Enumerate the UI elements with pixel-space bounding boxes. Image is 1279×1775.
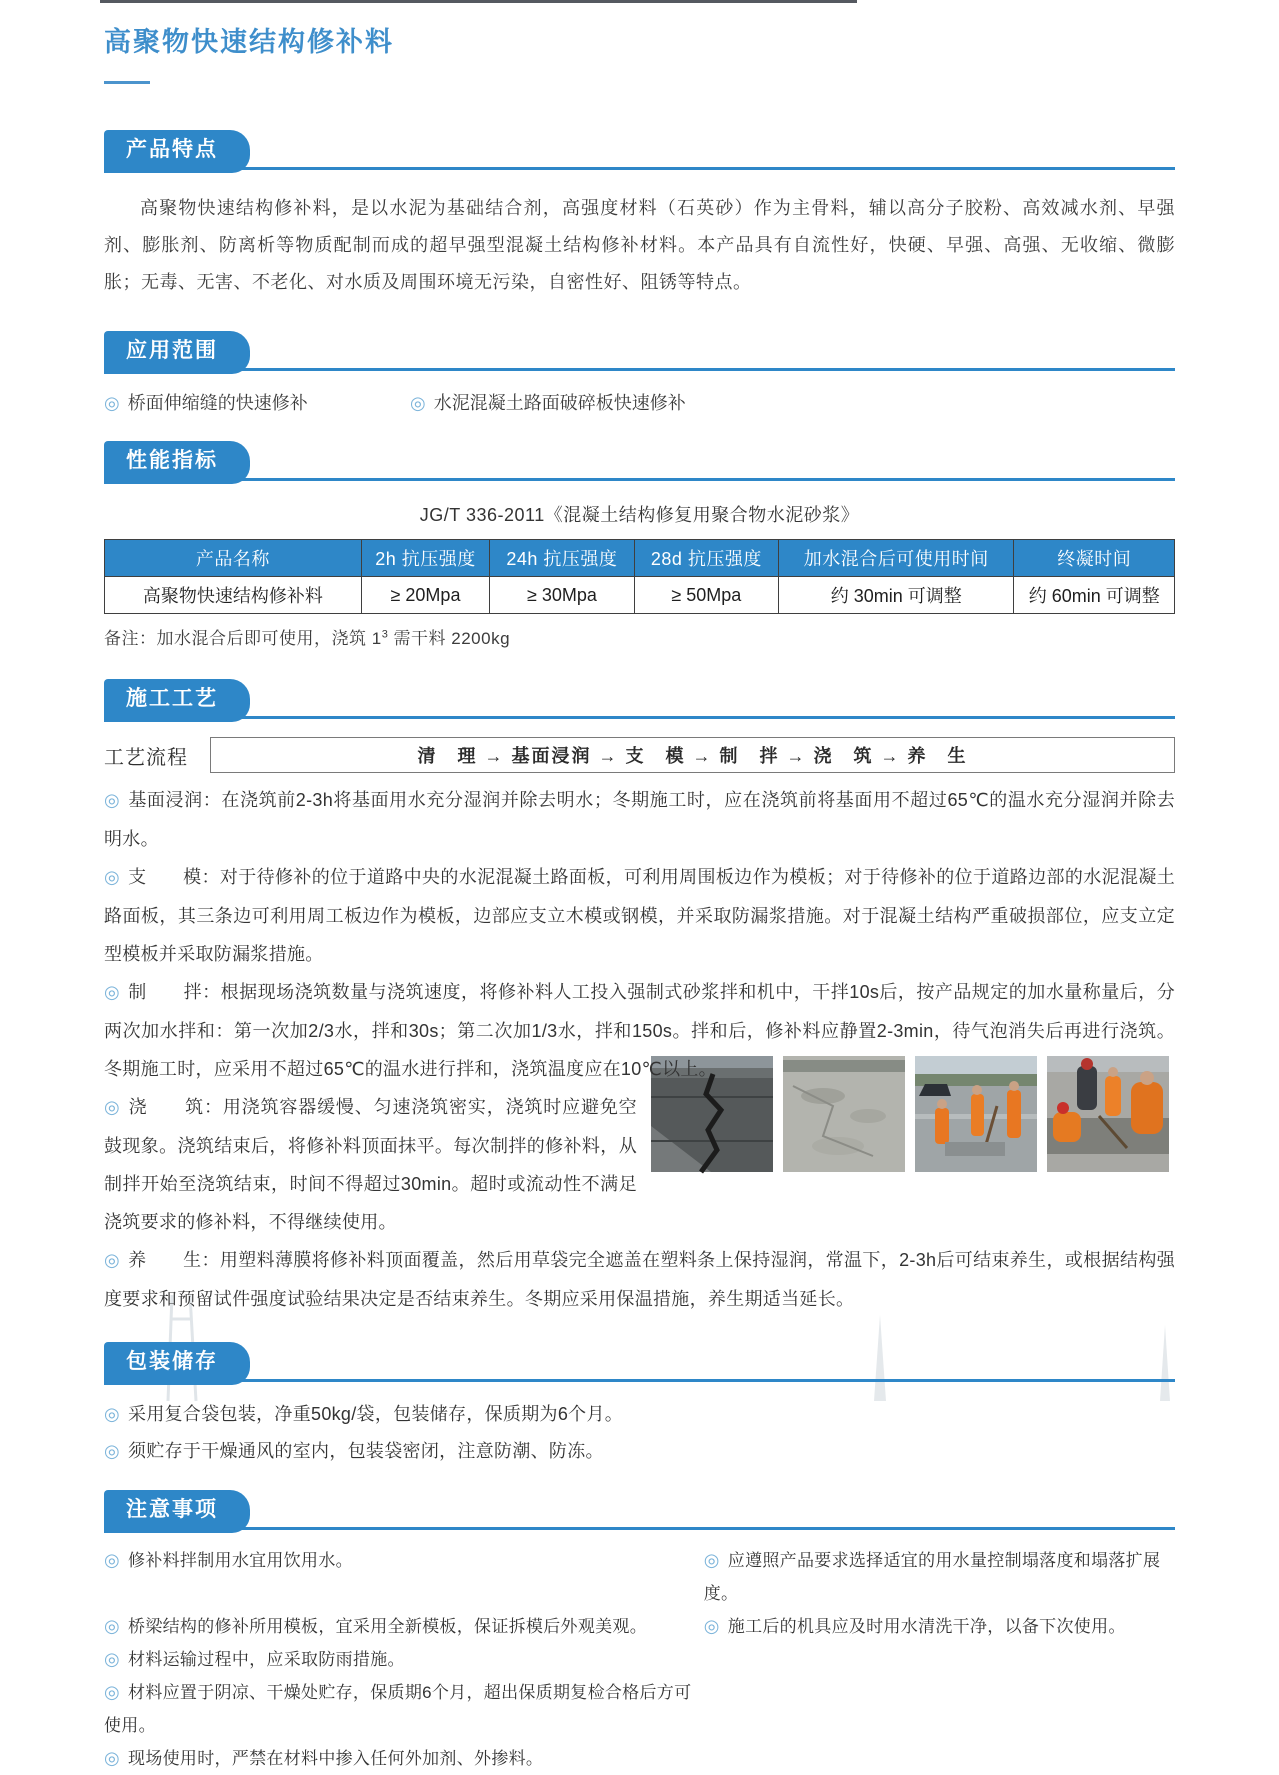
list-item xyxy=(104,1676,704,1742)
applications-list xyxy=(104,389,1175,415)
section-tab-packaging: 包装储存 xyxy=(104,1342,250,1385)
application-label: 水泥混凝土路面破碎板快速修补 xyxy=(433,393,686,413)
photo-broken-concrete-slab xyxy=(783,1056,905,1172)
section-header-notes xyxy=(104,1490,1175,1530)
table-row xyxy=(105,577,1175,614)
section-tab-notes: 注意事项 xyxy=(104,1490,250,1533)
column-header: 加水混合后可使用时间 xyxy=(779,540,1014,577)
table-note-text: 备注：加水混合后即可使用，浇筑 1 xyxy=(104,629,382,648)
list-item xyxy=(410,389,686,415)
process-flow-row xyxy=(104,737,1175,773)
process-step xyxy=(104,858,1175,973)
note-text: 现场使用时，严禁在材料中掺入任何外加剂、外掺料。 xyxy=(128,1749,544,1768)
table-cell: ≥ 50Mpa xyxy=(634,577,778,614)
ring-bullet-icon: ◎ xyxy=(104,867,121,888)
performance-table xyxy=(104,539,1175,614)
flow-diagram-box: 清 理 → 基面浸润 → 支 模 → 制 拌 → 浇 筑 → 养 生 xyxy=(210,737,1175,773)
list-item xyxy=(704,1544,1175,1610)
list-item xyxy=(104,389,410,415)
process-step xyxy=(104,1241,1175,1318)
note-text: 桥梁结构的修补所用模板，宜采用全新模板，保证拆模后外观美观。 xyxy=(128,1617,648,1636)
step-text: 养 生：用塑料薄膜将修补料顶面覆盖，然后用草袋完全遮盖在塑料条上保持湿润，常温下，2-3h后可结束养生，或根据结构强度要求和预留试件强度试验结果决定是否结束养生。冬期应采用保温措施，养生期适当延长。 xyxy=(104,1250,1175,1309)
note-text: 材料应置于阴凉、干燥处贮存，保质期6个月，超出保质期复检合格后方可使用。 xyxy=(104,1683,692,1735)
site-photo-strip xyxy=(651,1056,1175,1172)
step-text: 支 模：对于待修补的位于道路中央的水泥混凝土路面板，可利用周围板边作为模板；对于待修补的位于道路边部的水泥混凝土路面板，其三条边可利用周工板边作为模板，边部应支立木模或钢模，并采取防漏浆措施。对于混凝土结构严重破损部位，应支立定型模板并采取防漏浆措施。 xyxy=(104,867,1175,964)
list-item xyxy=(104,1610,704,1643)
packaging-text: 采用复合袋包装，净重50kg/袋，包装储存，保质期为6个月。 xyxy=(128,1404,624,1424)
ring-bullet-icon: ◎ xyxy=(104,1250,121,1271)
ring-bullet-icon: ◎ xyxy=(104,1616,121,1637)
ring-bullet-icon: ◎ xyxy=(104,393,120,414)
standard-reference: JG/T 336-2011《混凝土结构修复用聚合物水泥砂浆》 xyxy=(419,505,860,525)
section-header-features xyxy=(104,130,1175,170)
section-tab-performance: 性能指标 xyxy=(104,441,250,484)
column-header: 2h 抗压强度 xyxy=(361,540,489,577)
features-paragraph: 高聚物快速结构修补料，是以水泥为基础结合剂，高强度材料（石英砂）作为主骨料，辅以高分子胶粉、高效减水剂、早强剂、膨胀剂、防离析等物质配制而成的超早强型混凝土结构修补材料。本产品具有自流性好，快硬、早强、高强、无收缩、微膨胀；无毒、无害、不老化、对水质及周围环境无污染，自密性好、阻锈等特点。 xyxy=(104,198,1175,292)
ring-bullet-icon: ◎ xyxy=(104,1649,121,1670)
list-item xyxy=(104,1544,704,1610)
table-cell: 高聚物快速结构修补料 xyxy=(105,577,362,614)
table-cell: ≥ 30Mpa xyxy=(490,577,634,614)
table-note xyxy=(104,624,1175,649)
note-text: 施工后的机具应及时用水清洗干净，以备下次使用。 xyxy=(727,1617,1126,1636)
section-header-applications xyxy=(104,331,1175,371)
note-text: 应遵照产品要求选择适宜的用水量控制塌落度和塌落扩展度。 xyxy=(703,1551,1161,1603)
ring-bullet-icon: ◎ xyxy=(104,1748,121,1769)
ring-bullet-icon: ◎ xyxy=(104,1682,121,1703)
notes-list xyxy=(104,1544,1175,1775)
note-text: 修补料拌制用水宜用饮用水。 xyxy=(128,1551,353,1570)
section-header-packaging xyxy=(104,1342,1175,1382)
section-tab-process: 施工工艺 xyxy=(104,679,250,722)
ring-bullet-icon: ◎ xyxy=(410,393,426,414)
table-cell: 约 60min 可调整 xyxy=(1014,577,1175,614)
column-header: 终凝时间 xyxy=(1014,540,1175,577)
section-header-process xyxy=(104,679,1175,719)
table-note-text: 需干料 2200kg xyxy=(388,629,511,648)
column-header: 28d 抗压强度 xyxy=(634,540,778,577)
step-text: 制 拌：根据现场浇筑数量与浇筑速度，将修补料人工投入强制式砂浆拌和机中，干拌10s后，按产品规定的加水量称量后，分两次加水拌和：第一次加2/3水，拌和30s；第二次加1/3水，拌和150s。拌和后，修补料应静置2-3min，待气泡消失后再进行浇筑。冬期施工时，应采用不超过65℃的温水进行拌和，浇筑温度应在10℃以上。 xyxy=(104,982,1175,1079)
ring-bullet-icon: ◎ xyxy=(104,1441,121,1462)
table-header-row xyxy=(105,540,1175,577)
step-text: 浇 筑：用浇筑容器缓慢、匀速浇筑密实，浇筑时应避免空鼓现象。浇筑结束后，将修补料顶面抹平。每次制拌的修补料，从制拌开始至浇筑结束，时间不得超过30min。超时或流动性不满足浇筑要求的修补料，不得继续使用。 xyxy=(104,1097,637,1232)
flow-label: 工艺流程 xyxy=(104,746,188,769)
photo-road-repair-crew xyxy=(915,1056,1037,1172)
table-cell: 约 30min 可调整 xyxy=(779,577,1014,614)
ring-bullet-icon: ◎ xyxy=(104,790,121,811)
ring-bullet-icon: ◎ xyxy=(104,1097,121,1118)
list-item xyxy=(104,1396,1175,1433)
photo-manual-patching-crew xyxy=(1047,1056,1169,1172)
list-item xyxy=(104,1643,704,1676)
section-tab-features: 产品特点 xyxy=(104,130,250,173)
packaging-text: 须贮存于干燥通风的室内，包装袋密闭，注意防潮、防冻。 xyxy=(128,1441,604,1461)
column-header: 24h 抗压强度 xyxy=(490,540,634,577)
packaging-list xyxy=(104,1396,1175,1470)
application-label: 桥面伸缩缝的快速修补 xyxy=(127,393,308,413)
title-underline-dash xyxy=(104,81,150,84)
ring-bullet-icon: ◎ xyxy=(104,1404,121,1425)
table-cell: ≥ 20Mpa xyxy=(361,577,489,614)
section-header-performance xyxy=(104,441,1175,481)
note-text: 材料运输过程中，应采取防雨措施。 xyxy=(128,1650,405,1669)
column-header: 产品名称 xyxy=(105,540,362,577)
process-step xyxy=(104,781,1175,858)
step-text: 基面浸润：在浇筑前2-3h将基面用水充分湿润并除去明水；冬期施工时，应在浇筑前将基面用不超过65℃的温水充分湿润并除去明水。 xyxy=(104,790,1175,849)
ring-bullet-icon: ◎ xyxy=(104,982,121,1003)
ring-bullet-icon: ◎ xyxy=(104,1550,121,1571)
ring-bullet-icon: ◎ xyxy=(703,1550,720,1571)
list-item xyxy=(104,1433,1175,1470)
section-tab-applications: 应用范围 xyxy=(104,331,250,374)
process-steps xyxy=(104,781,1175,1318)
table-note-superscript: 3 xyxy=(381,628,389,641)
list-item xyxy=(704,1610,1175,1643)
ring-bullet-icon: ◎ xyxy=(703,1616,720,1637)
list-item xyxy=(104,1742,704,1775)
page-title: 高聚物快速结构修补料 xyxy=(104,27,394,57)
